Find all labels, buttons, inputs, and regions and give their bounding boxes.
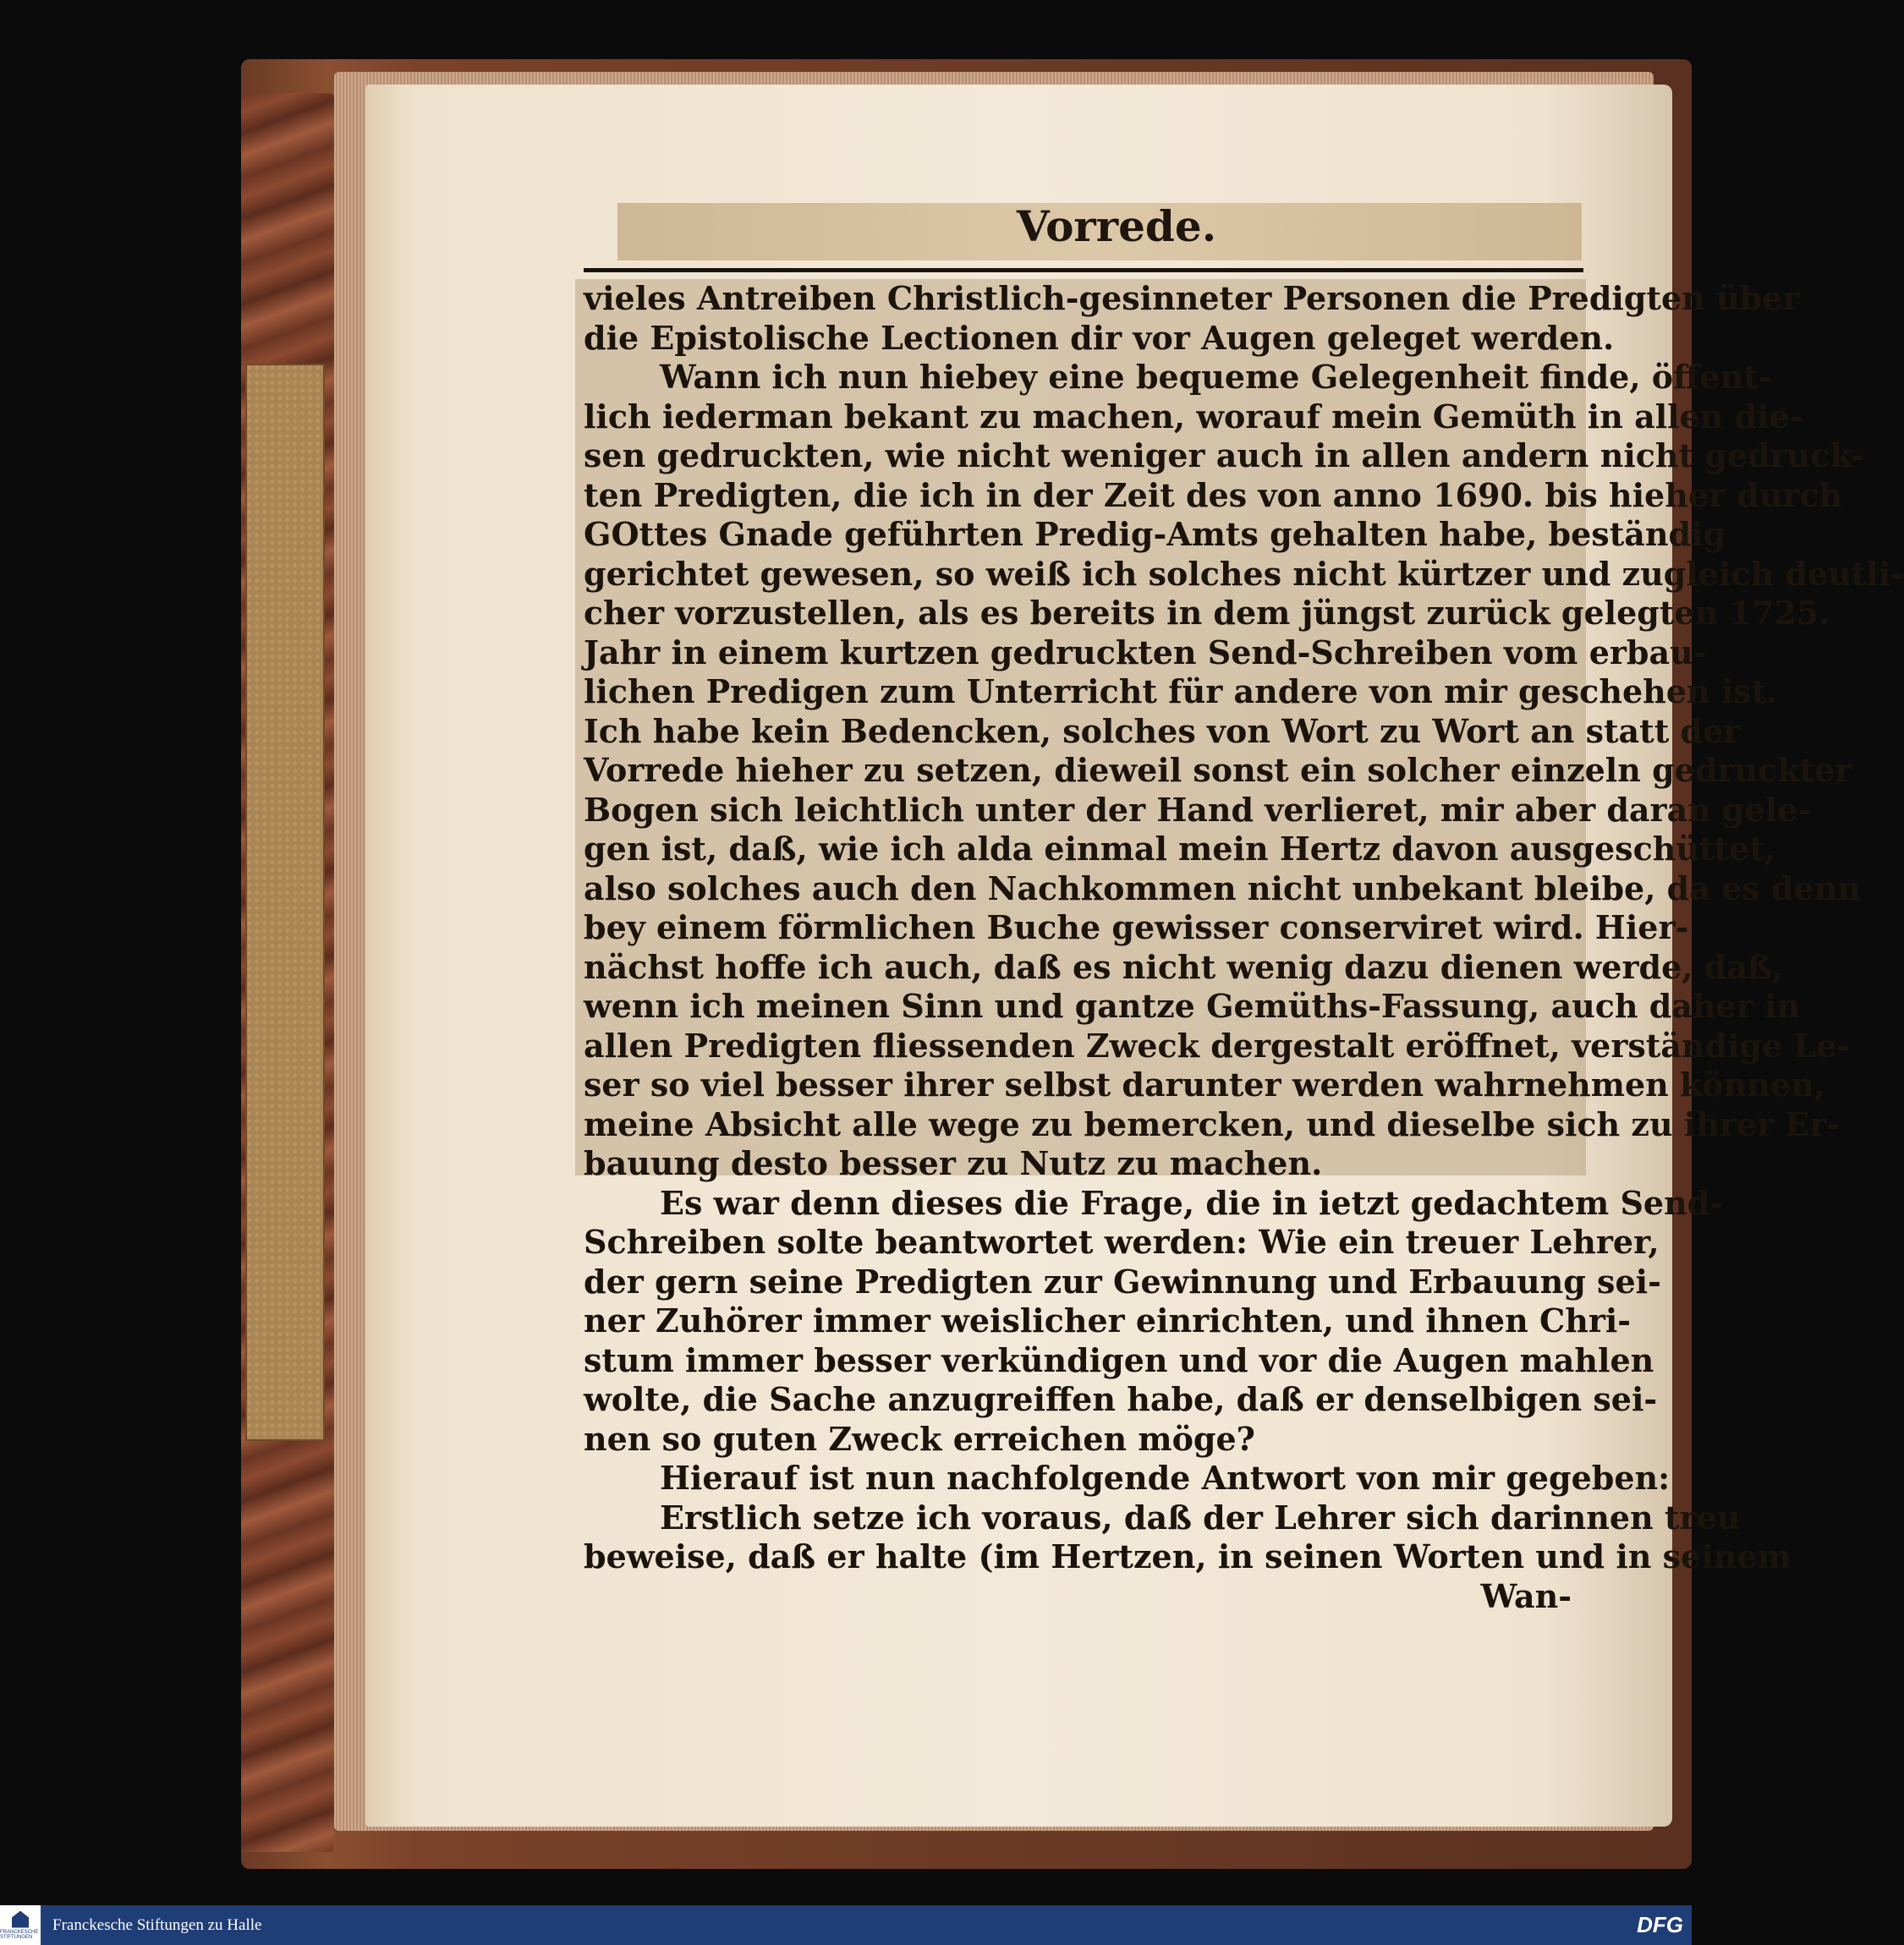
text-line: wolte, die Sache anzugreiffen habe, daß er denselbigen sei- — [584, 1380, 1658, 1418]
text-line: meine Absicht alle wege zu bemercken, und dieselbe sich zu ihrer Er- — [584, 1104, 1841, 1143]
text-line: die Epistolische Lectionen dir vor Augen geleget werden. — [584, 318, 1615, 357]
text-line: also solches auch den Nachkommen nicht unbekant bleibe, da es denn — [584, 868, 1861, 907]
institution-name[interactable]: Franckesche Stiftungen zu Halle — [52, 1915, 262, 1934]
text-line: beweise, daß er halte (im Hertzen, in seinen Worten und in seinem — [584, 1537, 1792, 1575]
building-icon — [12, 1911, 29, 1928]
text-line: sen gedruckten, wie nicht weniger auch in allen andern nicht gedruck- — [584, 436, 1865, 474]
catchword: Wan- — [1480, 1576, 1572, 1615]
text-line: ten Predigten, die ich in der Zeit des von anno 1690. bis hieher durch — [584, 475, 1843, 514]
footer-bar — [0, 1905, 1692, 1945]
text-line: gen ist, daß, wie ich alda einmal mein Hertz davon ausgeschüttet, — [584, 830, 1776, 868]
text-line: Jahr in einem kurtzen gedruckten Send-Schreiben vom erbau- — [584, 633, 1707, 671]
cover-paper-insert — [245, 364, 325, 1441]
text-line: lichen Predigen zum Unterricht für andere von mir geschehen ist. — [584, 672, 1778, 710]
text-line: GOttes Gnade geführten Predig-Amts gehalten habe, beständig — [584, 515, 1726, 553]
text-line: ner Zuhörer immer weislicher einrichten, und ihnen Chri- — [584, 1301, 1632, 1340]
text-line: nen so guten Zweck erreichen möge? — [584, 1419, 1255, 1458]
text-line: Wann ich nun hiebey eine bequeme Gelegenheit finde, öffent- — [660, 358, 1772, 396]
text-line: Hierauf ist nun nachfolgende Antwort von mir gegeben: — [660, 1459, 1671, 1497]
dfg-logo[interactable]: DFG — [1637, 1912, 1683, 1937]
text-line: gerichtet gewesen, so weiß ich solches nicht kürtzer und zugleich deutli- — [584, 554, 1904, 593]
text-line: Schreiben solte beantwortet werden: Wie ein treuer Lehrer, — [584, 1223, 1660, 1261]
text-line: Bogen sich leichtlich unter der Hand verlieret, mir aber daran gele- — [584, 790, 1812, 829]
text-line: wenn ich meinen Sinn und gantze Gemüths-Fassung, auch daher in — [584, 987, 1801, 1025]
page-body-text — [584, 279, 1904, 1616]
text-line: lich iederman bekant zu machen, worauf mein Gemüth in allen die- — [584, 397, 1803, 436]
text-line: Vorrede hieher zu setzen, dieweil sonst ein solcher einzeln gedruckter — [584, 751, 1852, 789]
text-line: bey einem förmlichen Buche gewisser conserviret wird. Hier- — [584, 908, 1689, 946]
text-line: ser so viel besser ihrer selbst darunter werden wahrnehmen können, — [584, 1066, 1825, 1104]
page-heading: Vorrede. — [1016, 201, 1217, 251]
text-line: der gern seine Predigten zur Gewinnung und Erbauung sei- — [584, 1262, 1661, 1301]
text-line: Ich habe kein Bedencken, solches von Wort zu Wort an statt der — [584, 711, 1741, 750]
text-line: allen Predigten fliessenden Zweck dergestalt eröffnet, verständige Le- — [584, 1026, 1851, 1065]
institution-logo[interactable] — [0, 1905, 41, 1945]
logo-text: FRANCKESCHE STIFTUNGEN — [0, 1929, 39, 1940]
text-line: Es war denn dieses die Frage, die in ietzt gedachtem Send- — [660, 1183, 1724, 1222]
text-line: cher vorzustellen, als es bereits in dem jüngst zurück gelegten 1725. — [584, 594, 1830, 632]
text-line: vieles Antreiben Christlich-gesinneter Personen die Predigten über — [584, 279, 1800, 317]
text-line: nächst hoffe ich auch, daß es nicht wenig dazu dienen werde, daß, — [584, 947, 1784, 986]
text-line: bauung desto besser zu Nutz zu machen. — [584, 1144, 1323, 1182]
text-line: Erstlich setze ich voraus, daß der Lehrer sich darinnen treu — [660, 1498, 1741, 1537]
text-line: stum immer besser verkündigen und vor die Augen mahlen — [584, 1340, 1654, 1379]
header-rule — [584, 268, 1583, 272]
